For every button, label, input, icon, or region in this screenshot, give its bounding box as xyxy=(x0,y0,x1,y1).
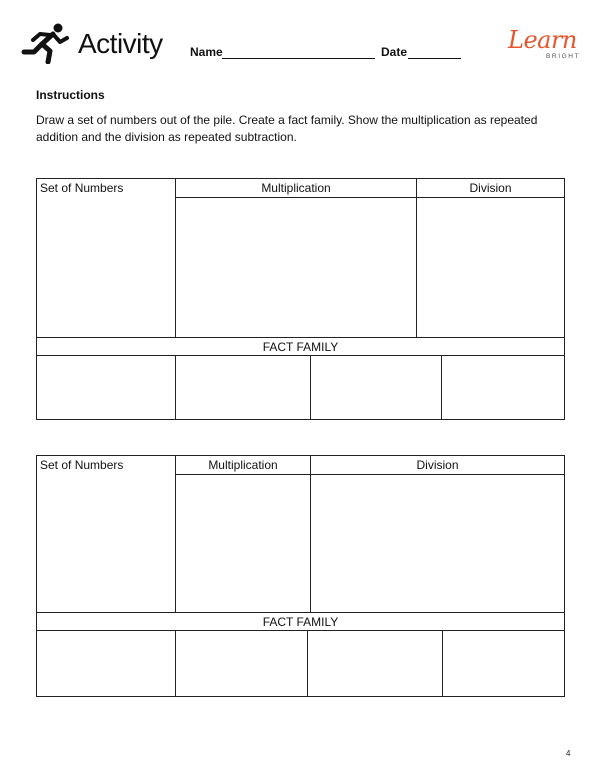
fact-family-box[interactable] xyxy=(37,630,175,696)
name-field[interactable] xyxy=(222,58,375,59)
set-of-numbers-label: Set of Numbers xyxy=(40,458,124,472)
fact-family-header xyxy=(37,612,564,630)
set-of-numbers-cell[interactable] xyxy=(37,179,175,337)
worksheet-table-1 xyxy=(36,178,565,420)
division-header xyxy=(416,179,564,197)
multiplication-label: Multiplication xyxy=(208,458,278,472)
division-area[interactable] xyxy=(416,197,564,337)
runner-icon xyxy=(20,22,70,64)
multiplication-header xyxy=(175,456,310,474)
fact-family-box[interactable] xyxy=(310,355,441,419)
worksheet-header xyxy=(0,0,600,80)
fact-family-box[interactable] xyxy=(442,630,564,696)
multiplication-label: Multiplication xyxy=(261,181,331,195)
fact-family-label: FACT FAMILY xyxy=(262,340,339,354)
multiplication-area[interactable] xyxy=(175,197,416,337)
division-label: Division xyxy=(416,458,459,472)
fact-family-box[interactable] xyxy=(175,355,310,419)
instructions-heading: Instructions xyxy=(36,88,105,102)
set-of-numbers-cell[interactable] xyxy=(37,456,175,612)
multiplication-header xyxy=(175,179,416,197)
fact-family-header xyxy=(37,337,564,355)
worksheet-table-2 xyxy=(36,455,565,697)
fact-family-box[interactable] xyxy=(175,630,307,696)
division-area[interactable] xyxy=(310,474,564,612)
instructions-text: Draw a set of numbers out of the pile. Create a fact family. Show the multiplication as repeated addition and the division as repeated subtraction. xyxy=(36,113,538,144)
logo-wordmark: Learn xyxy=(508,26,577,54)
activity-title: Activity xyxy=(78,28,163,59)
name-label: Name xyxy=(190,45,223,59)
fact-family-label: FACT FAMILY xyxy=(262,615,339,629)
page-number: 4 xyxy=(566,749,571,758)
logo-subtext: BRIGHT xyxy=(546,53,581,60)
fact-family-box[interactable] xyxy=(441,355,564,419)
date-label: Date xyxy=(381,45,408,59)
fact-family-box[interactable] xyxy=(307,630,442,696)
date-field[interactable] xyxy=(408,58,461,59)
division-header xyxy=(310,456,564,474)
fact-family-box[interactable] xyxy=(37,355,175,419)
multiplication-area[interactable] xyxy=(175,474,310,612)
set-of-numbers-label: Set of Numbers xyxy=(40,181,124,195)
learn-bright-logo xyxy=(508,26,580,62)
division-label: Division xyxy=(469,181,512,195)
